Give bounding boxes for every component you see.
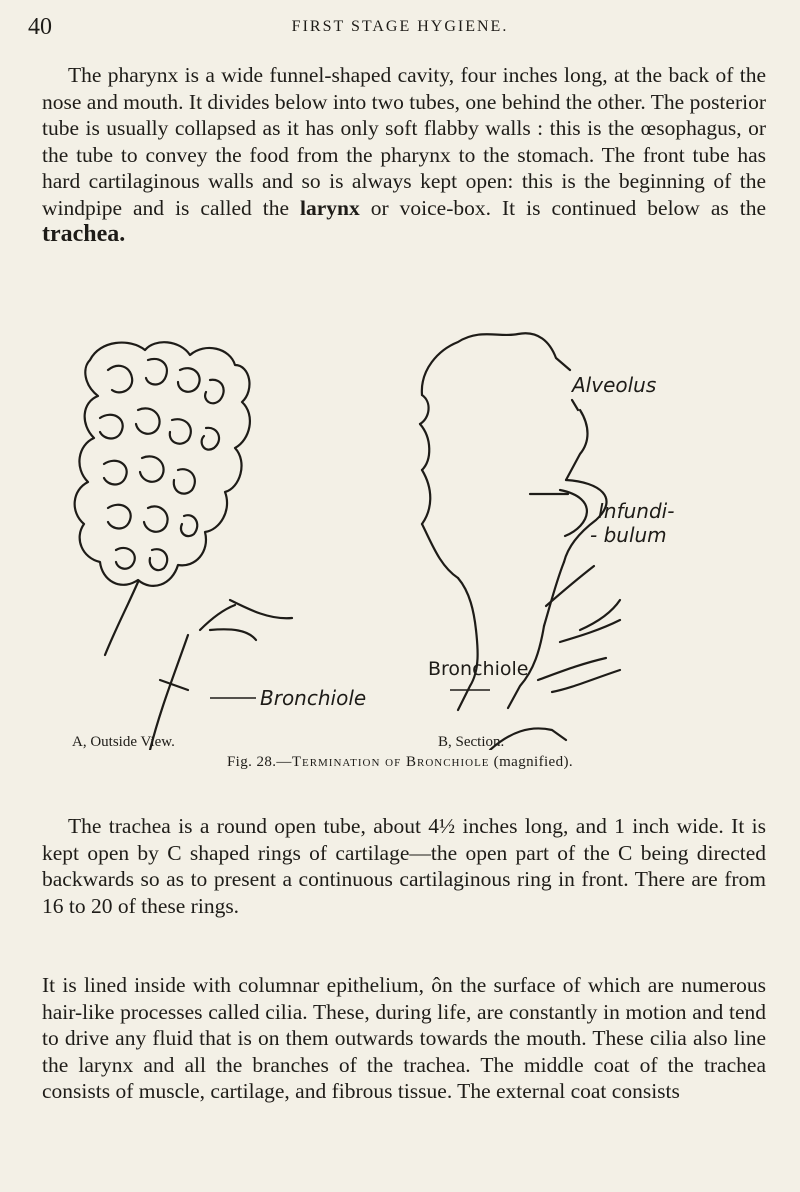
figure-b-label-infundibulum-1: Infundi-: [598, 499, 675, 523]
page-number: 40: [28, 14, 52, 40]
figure-title: [0, 754, 800, 771]
caption-outside-view: A, Outside View.: [72, 734, 175, 750]
figure-title-suffix: (magnified).: [489, 754, 574, 770]
paragraph-trachea-text: The trachea is a round open tube, about 4½ inches long, and 1 inch wide. It is kept open by C shaped rings of cartilage—the open part of the C being directed backwards so as to present a continuous cartilaginous ring in front. There are from 16 to 20 of these rings.: [42, 814, 766, 918]
figure-a-alveoli-cluster: [75, 342, 250, 586]
figure-b-label-infundibulum-2: - bulum: [590, 523, 667, 547]
caption-section: B, Section.: [438, 734, 505, 750]
figure-b-label-alveolus: Alveolus: [572, 373, 657, 397]
figure-bronchiole-termination: [60, 330, 760, 750]
paragraph-cilia-text: It is lined inside with columnar epithelium, ôn the surface of which are numerous hair-like processes called cilia. These, during life, are constantly in motion and tend to drive any fluid that is on them outwards towards the mouth. These cilia also line the larynx and all the branches of the trachea. The middle coat of the trachea consists of muscle, cartilage, and fibrous tissue. The external coat consists: [42, 973, 766, 1103]
figure-b-label-bronchiole: Bronchiole: [428, 658, 529, 680]
paragraph-trachea: [42, 813, 766, 919]
paragraph-pharynx: [42, 62, 766, 248]
page-header: [28, 14, 772, 44]
paragraph-pharynx-text-2: or voice-box. It is continued below as the: [359, 195, 766, 220]
figure-a-bronchiole-tube: [105, 582, 292, 750]
figure-title-main: Termination of Bronchiole: [291, 754, 490, 770]
paragraph-cilia: [42, 972, 766, 1105]
running-head: FIRST STAGE HYGIENE.: [291, 18, 509, 35]
figure-title-prefix: Fig. 28.—: [226, 754, 292, 770]
term-larynx: larynx: [300, 195, 360, 220]
paragraph-pharynx-text: The pharynx is a wide funnel-shaped cavity, four inches long, at the back of the nose and mouth. It divides below into two tubes, one behind the other. The posterior tube is usually collapsed as it has only soft flabby walls : this is the œsophagus, or the tube to convey the food from the pharynx to the stomach. The front tube has hard cartilaginous walls and so is always kept open: this is the beginning of the windpipe and is called the: [42, 63, 766, 220]
figure-a-label-bronchiole: Bronchiole: [260, 686, 367, 710]
term-trachea: trachea.: [42, 221, 126, 247]
